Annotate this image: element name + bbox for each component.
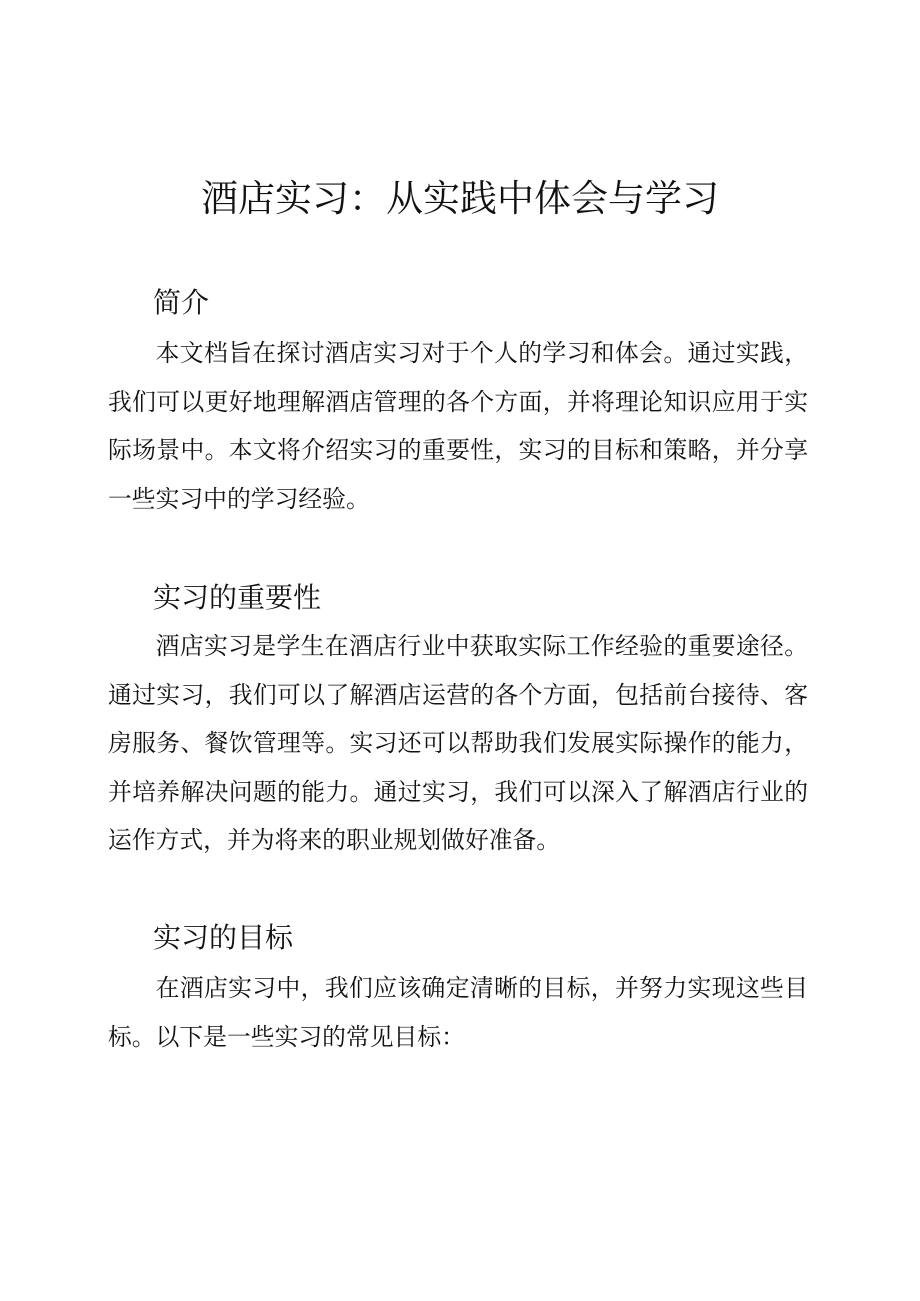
paragraph-goals: 在酒店实习中，我们应该确定清晰的目标，并努力实现这些目标。以下是一些实习的常见目标：: [108, 974, 808, 1051]
section-heading-goals: 实习的目标: [153, 921, 294, 954]
paragraph-importance: 酒店实习是学生在酒店行业中获取实际工作经验的重要途径。通过实习，我们可以了解酒店运营的各个方面，包括前台接待、客房服务、餐饮管理等。实习还可以帮助我们发展实际操作的能力，并培养解决问题的能力。通过实习，我们可以深入了解酒店行业的运作方式，并为将来的职业规划做好准备。: [108, 632, 808, 854]
section-heading-intro: 简介: [153, 286, 210, 319]
section-heading-importance: 实习的重要性: [153, 581, 322, 614]
page-title: 酒店实习：从实践中体会与学习: [201, 177, 719, 220]
paragraph-intro: 本文档旨在探讨酒店实习对于个人的学习和体会。通过实践，我们可以更好地理解酒店管理的各个方面，并将理论知识应用于实际场景中。本文将介绍实习的重要性，实习的目标和策略，并分享一些实习中的学习经验。: [108, 339, 808, 513]
